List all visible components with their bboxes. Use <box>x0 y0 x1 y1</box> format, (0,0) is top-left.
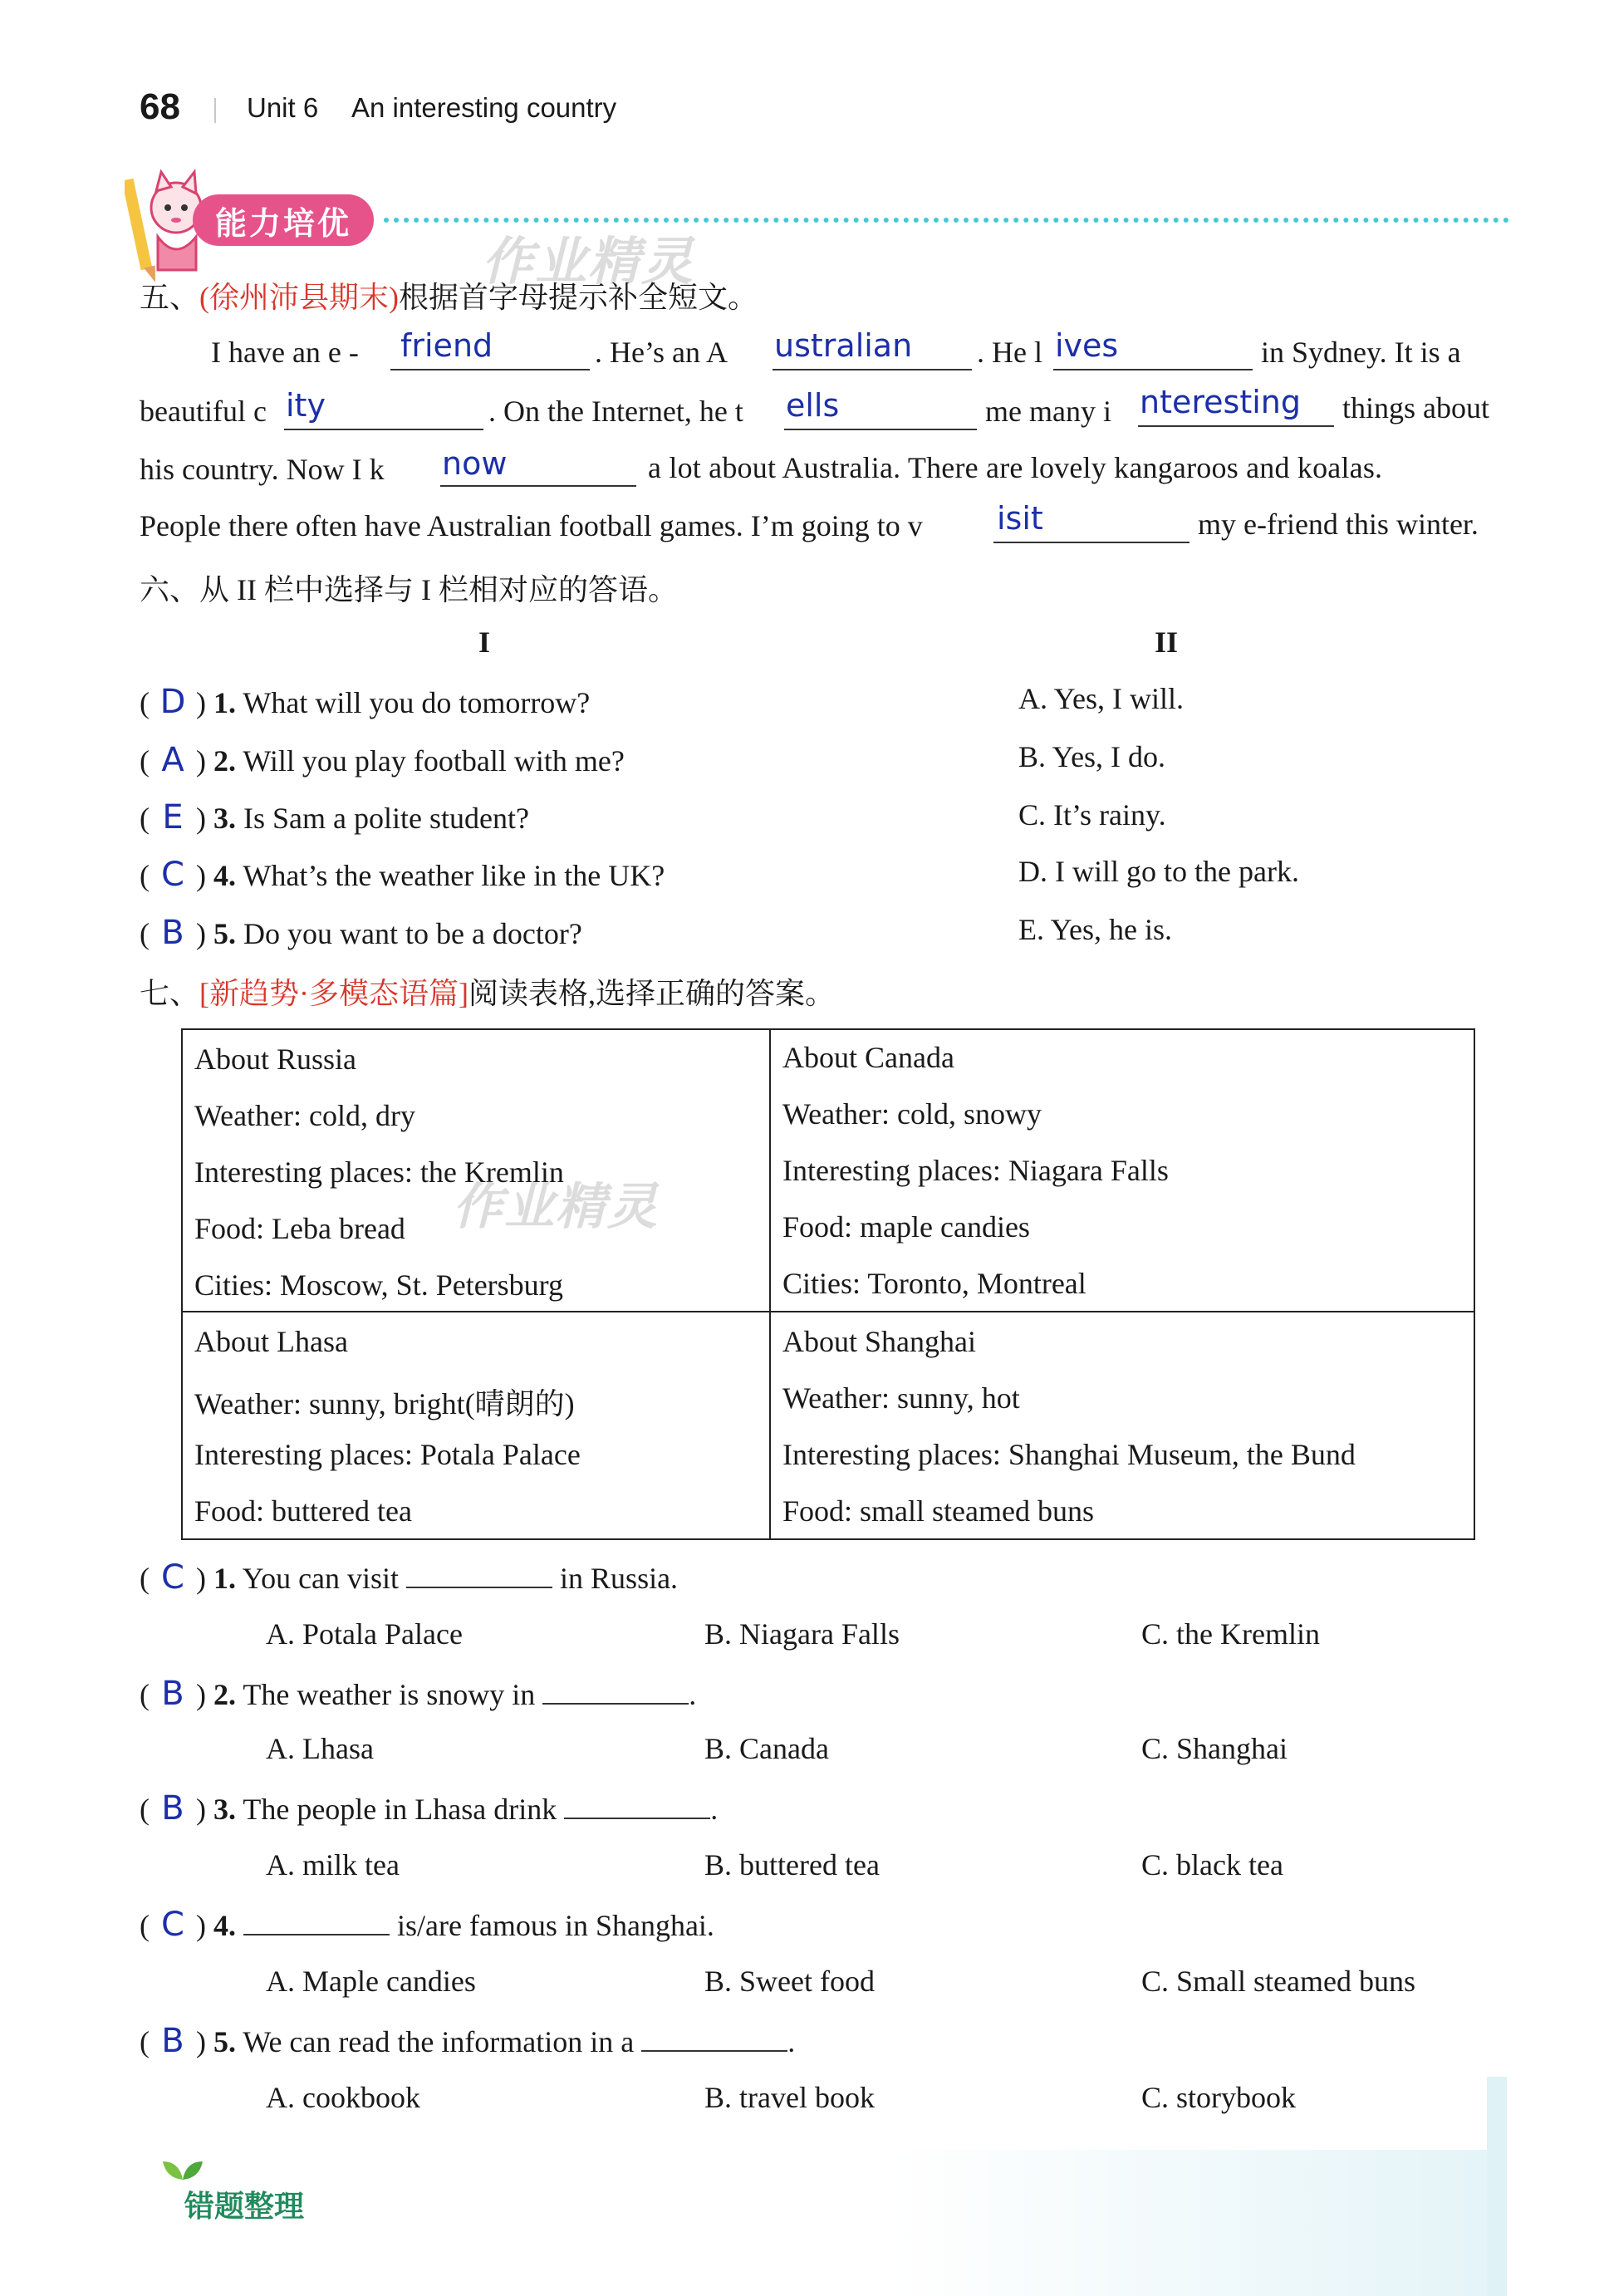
section6-heading <box>140 567 678 609</box>
option-a[interactable]: A. cookbook <box>266 2081 420 2114</box>
blank-5[interactable] <box>784 429 977 430</box>
table-cell-line: Interesting places: Niagara Falls <box>782 1154 1169 1187</box>
table-cell-line: Food: Leba bread <box>194 1212 405 1245</box>
option-a[interactable]: A. Maple candies <box>266 1965 476 1998</box>
blank-1[interactable] <box>390 369 590 370</box>
unit-label: Unit 6 <box>247 92 319 123</box>
passage-text: a lot about Australia. There are lovely kangaroos and koalas. <box>648 451 1383 484</box>
column-header-ii: II <box>1155 626 1179 659</box>
passage-text: People there often have Australian football games. I’m going to v <box>140 509 923 542</box>
passage-text: things about <box>1342 391 1489 424</box>
passage-text: . He’s an A <box>595 336 728 369</box>
table-cell-line: Cities: Moscow, St. Petersburg <box>194 1268 564 1302</box>
option-c[interactable]: C. Shanghai <box>1141 1732 1288 1765</box>
question-blank[interactable] <box>542 1680 689 1705</box>
error-notes-label: 错题整理 <box>184 2189 305 2223</box>
option-b[interactable]: B. Sweet food <box>704 1965 875 1998</box>
table-cell-line: Weather: sunny, bright(晴朗的) <box>194 1387 575 1420</box>
answer-choice[interactable]: B <box>161 2022 184 2060</box>
table-cell-line: Food: buttered tea <box>194 1494 412 1528</box>
watermark: 作业精灵 <box>482 231 695 292</box>
page-number: 68 <box>140 86 180 127</box>
table-cell-line: Interesting places: the Kremlin <box>194 1155 564 1189</box>
option-c[interactable]: C. storybook <box>1141 2081 1297 2114</box>
table-cell-line: About Russia <box>194 1043 357 1076</box>
answer-2: ustralian <box>774 327 913 364</box>
table-cell-line: Interesting places: Shanghai Museum, the Bund <box>782 1438 1356 1471</box>
option-b[interactable]: B. Niagara Falls <box>704 1617 900 1651</box>
answer-4: ity <box>286 387 326 424</box>
question-blank[interactable] <box>243 1911 390 1935</box>
section7-heading <box>140 970 835 1013</box>
table-cell-line: Interesting places: Potala Palace <box>194 1438 581 1471</box>
answer-choice[interactable]: E <box>162 798 184 836</box>
table-cell-line: Weather: cold, dry <box>194 1099 415 1132</box>
option-a[interactable]: A. Potala Palace <box>266 1617 463 1651</box>
passage-text: my e-friend this winter. <box>1198 508 1479 541</box>
matching-option: E. Yes, he is. <box>1018 913 1173 946</box>
matching-option: D. I will go to the park. <box>1018 855 1299 888</box>
header-divider <box>214 98 216 123</box>
blank-4[interactable] <box>284 429 483 430</box>
blank-3[interactable] <box>1053 369 1253 370</box>
section5-tag: (徐州沛县期末) <box>199 281 399 314</box>
sprout-icon <box>158 2156 208 2181</box>
matching-question: ( E ) 3. Is Sam a polite student? <box>140 798 529 836</box>
table-cell-line: Food: maple candies <box>782 1210 1030 1244</box>
table-cell-line: Cities: Toronto, Montreal <box>782 1267 1087 1300</box>
table-cell-line: About Shanghai <box>782 1325 976 1358</box>
table-cell-line: About Lhasa <box>194 1325 348 1358</box>
table-divider <box>769 1028 771 1540</box>
answer-choice[interactable]: C <box>161 856 184 894</box>
unit-title: An interesting country <box>351 92 617 123</box>
question-blank[interactable] <box>641 2027 787 2052</box>
question-blank[interactable] <box>406 1563 552 1588</box>
section7-instruction: 阅读表格,选择正确的答案。 <box>468 977 835 1010</box>
answer-3: ives <box>1055 327 1119 364</box>
answer-choice[interactable]: C <box>161 1906 184 1944</box>
choice-question: ( B ) 5. We can read the information in a . <box>140 2022 796 2060</box>
answer-choice[interactable]: A <box>161 741 184 779</box>
matching-question: ( A ) 2. Will you play football with me? <box>140 741 625 779</box>
table-cell-line: Weather: sunny, hot <box>782 1381 1020 1415</box>
section7-number: 七、 <box>140 977 200 1010</box>
matching-option: B. Yes, I do. <box>1018 740 1166 773</box>
table-cell-line: Food: small steamed buns <box>782 1494 1094 1528</box>
option-b[interactable]: B. Canada <box>704 1732 829 1765</box>
answer-choice[interactable]: B <box>161 1675 184 1713</box>
answer-7: now <box>442 445 508 482</box>
option-b[interactable]: B. travel book <box>704 2081 875 2114</box>
answer-5: ells <box>786 387 840 424</box>
blank-6[interactable] <box>1138 425 1334 427</box>
table-cell-line: Weather: cold, snowy <box>782 1097 1042 1131</box>
option-c[interactable]: C. Small steamed buns <box>1141 1965 1415 1998</box>
section5-instruction: 根据首字母提示补全短文。 <box>399 281 758 314</box>
passage-text: in Sydney. It is a <box>1261 336 1461 369</box>
section6-instruction: 从 II 栏中选择与 I 栏相对应的答语。 <box>199 573 678 606</box>
option-c[interactable]: C. black tea <box>1141 1848 1283 1881</box>
matching-question: ( B ) 5. Do you want to be a doctor? <box>140 914 582 952</box>
question-blank[interactable] <box>564 1794 710 1819</box>
passage-text: I have an e - <box>211 336 359 369</box>
blank-7[interactable] <box>440 485 636 487</box>
option-b[interactable]: B. buttered tea <box>704 1848 880 1881</box>
option-a[interactable]: A. Lhasa <box>266 1732 374 1765</box>
choice-question: ( C ) 4. is/are famous in Shanghai. <box>140 1906 714 1944</box>
section7-tag: [新趋势·多模态语篇] <box>199 977 468 1010</box>
answer-choice[interactable]: B <box>161 1789 184 1827</box>
section6-number: 六、 <box>140 573 200 606</box>
error-notes-area <box>150 2150 1495 2296</box>
table-cell-line: About Canada <box>782 1041 954 1074</box>
blank-8[interactable] <box>993 542 1190 543</box>
table-divider <box>181 1311 1475 1312</box>
answer-choice[interactable]: B <box>161 914 184 952</box>
answer-6: nteresting <box>1140 384 1301 420</box>
choice-question: ( B ) 3. The people in Lhasa drink . <box>140 1789 719 1827</box>
matching-question: ( D ) 1. What will you do tomorrow? <box>140 683 591 721</box>
choice-question: ( C ) 1. You can visit in Russia. <box>140 1558 679 1597</box>
section5-number: 五、 <box>140 281 200 314</box>
ability-banner-label: 能力培优 <box>193 194 374 246</box>
option-a[interactable]: A. milk tea <box>266 1848 400 1881</box>
answer-choice[interactable]: D <box>159 683 186 721</box>
watermark: 作业精灵 <box>453 1178 659 1236</box>
passage-text: . He l <box>977 336 1042 369</box>
passage-text: me many i <box>985 395 1111 428</box>
passage-text: beautiful c <box>140 395 267 428</box>
answer-choice[interactable]: C <box>161 1558 184 1597</box>
section5-heading <box>140 274 758 316</box>
side-strip <box>1487 2077 1507 2296</box>
answer-1: friend <box>400 327 493 364</box>
passage-text: his country. Now I k <box>140 453 385 486</box>
answer-8: isit <box>997 500 1043 537</box>
matching-option: C. It’s rainy. <box>1018 798 1166 832</box>
column-header-i: I <box>478 626 491 659</box>
passage-text: . On the Internet, he t <box>488 395 743 428</box>
choice-question: ( B ) 2. The weather is snowy in . <box>140 1675 697 1713</box>
matching-question: ( C ) 4. What’s the weather like in the UK? <box>140 856 665 894</box>
option-c[interactable]: C. the Kremlin <box>1141 1617 1320 1651</box>
matching-option: A. Yes, I will. <box>1018 682 1185 715</box>
blank-2[interactable] <box>773 369 972 370</box>
